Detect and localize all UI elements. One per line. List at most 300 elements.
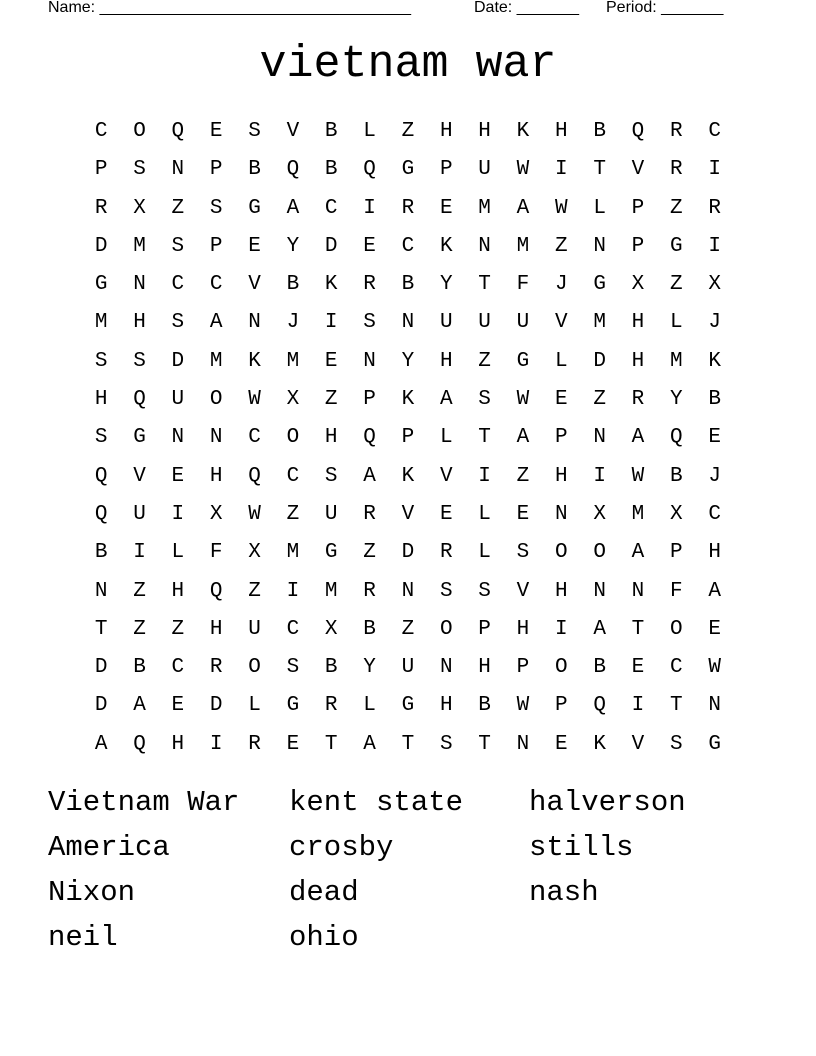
grid-letter[interactable]: Y	[401, 349, 415, 373]
grid-letter[interactable]: W	[631, 464, 645, 488]
grid-letter[interactable]: O	[439, 617, 453, 641]
grid-letter[interactable]: O	[593, 541, 606, 565]
grid-letter[interactable]: N	[708, 694, 721, 718]
grid-letter[interactable]: N	[478, 234, 491, 258]
grid-letter[interactable]: A	[516, 426, 530, 450]
grid-letter[interactable]: B	[248, 158, 261, 182]
word-list-item: kent state	[289, 786, 464, 819]
grid-letter[interactable]: V	[631, 158, 645, 182]
grid-letter[interactable]: Z	[401, 120, 415, 143]
grid-letter[interactable]: G	[248, 196, 261, 220]
grid-letter[interactable]: B	[708, 388, 721, 412]
grid-letter[interactable]: I	[133, 541, 146, 565]
grid-letter[interactable]: M	[516, 234, 530, 258]
grid-letter[interactable]: R	[670, 120, 683, 143]
grid-letter[interactable]: H	[554, 579, 568, 603]
word-list-item: neil	[48, 921, 118, 954]
grid-letter[interactable]: E	[439, 502, 453, 526]
grid-letter[interactable]: G	[324, 541, 338, 565]
grid-letter[interactable]: A	[516, 196, 530, 220]
grid-letter[interactable]: P	[554, 426, 568, 450]
grid-letter[interactable]: B	[133, 656, 146, 680]
grid-letter[interactable]: Q	[363, 158, 376, 182]
grid-letter[interactable]: H	[133, 311, 146, 335]
grid-letter[interactable]: Z	[516, 464, 530, 488]
grid-letter[interactable]: P	[401, 426, 415, 450]
grid-letter[interactable]: Q	[286, 158, 300, 182]
grid-letter[interactable]: C	[708, 502, 721, 526]
grid-letter[interactable]: O	[209, 388, 223, 412]
grid-letter[interactable]: Y	[286, 234, 300, 258]
grid-letter[interactable]: V	[439, 464, 453, 488]
grid-letter[interactable]: A	[439, 388, 453, 412]
grid-letter[interactable]: P	[631, 196, 645, 220]
grid-letter[interactable]: L	[439, 426, 453, 450]
grid-letter[interactable]: D	[94, 234, 108, 258]
grid-letter[interactable]: X	[133, 196, 146, 220]
grid-letter[interactable]: R	[363, 273, 376, 297]
grid-letter[interactable]: S	[248, 120, 261, 143]
grid-letter[interactable]: Z	[171, 196, 185, 220]
grid-letter[interactable]: Q	[133, 388, 146, 412]
grid-letter[interactable]: E	[708, 426, 721, 450]
grid-letter[interactable]: T	[94, 617, 108, 641]
grid-letter[interactable]: B	[593, 656, 606, 680]
grid-letter[interactable]: I	[708, 158, 721, 182]
grid-letter[interactable]: I	[363, 196, 376, 220]
grid-letter[interactable]: H	[554, 120, 568, 143]
grid-letter[interactable]: N	[363, 349, 376, 373]
grid-letter[interactable]: H	[478, 120, 491, 143]
grid-letter[interactable]: K	[401, 388, 415, 412]
grid-letter[interactable]: B	[324, 120, 338, 143]
grid-letter[interactable]: H	[439, 120, 453, 143]
grid-letter[interactable]: S	[133, 158, 146, 182]
grid-letter[interactable]: I	[554, 617, 568, 641]
grid-letter[interactable]: E	[708, 617, 721, 641]
grid-letter[interactable]: N	[209, 426, 223, 450]
period-field[interactable]: Period: _______	[606, 0, 724, 16]
grid-letter[interactable]: U	[133, 502, 146, 526]
grid-letter[interactable]: M	[286, 541, 300, 565]
grid-letter[interactable]: Q	[94, 502, 108, 526]
grid-letter[interactable]: A	[631, 426, 645, 450]
grid-letter[interactable]: H	[516, 617, 530, 641]
grid-letter[interactable]: R	[401, 196, 415, 220]
grid-letter[interactable]: N	[593, 234, 606, 258]
grid-letter[interactable]: Y	[363, 656, 376, 680]
grid-letter[interactable]: L	[478, 502, 491, 526]
grid-letter[interactable]: V	[554, 311, 568, 335]
grid-letter[interactable]: X	[631, 273, 645, 297]
grid-letter[interactable]: N	[554, 502, 568, 526]
grid-letter[interactable]: B	[286, 273, 300, 297]
grid-letter[interactable]: G	[94, 273, 108, 297]
grid-letter[interactable]: M	[478, 196, 491, 220]
grid-letter[interactable]: C	[401, 234, 415, 258]
grid-letter[interactable]: T	[478, 732, 491, 756]
grid-letter[interactable]: H	[324, 426, 338, 450]
grid-letter[interactable]: K	[248, 349, 261, 373]
grid-letter[interactable]: I	[554, 158, 568, 182]
grid-letter[interactable]: B	[401, 273, 415, 297]
grid-letter[interactable]: K	[401, 464, 415, 488]
grid-letter[interactable]: E	[439, 196, 453, 220]
grid-letter[interactable]: W	[248, 388, 261, 412]
grid-letter[interactable]: V	[286, 120, 300, 143]
grid-letter[interactable]: F	[209, 541, 223, 565]
grid-letter[interactable]: M	[209, 349, 223, 373]
grid-letter[interactable]: K	[324, 273, 338, 297]
grid-letter[interactable]: T	[478, 273, 491, 297]
grid-letter[interactable]: D	[94, 656, 108, 680]
grid-letter[interactable]: Z	[248, 579, 261, 603]
grid-letter[interactable]: P	[94, 158, 108, 182]
grid-letter[interactable]: X	[248, 541, 261, 565]
grid-letter[interactable]: C	[286, 464, 300, 488]
grid-letter[interactable]: V	[631, 732, 645, 756]
grid-letter[interactable]: Z	[670, 196, 683, 220]
grid-letter[interactable]: S	[439, 579, 453, 603]
grid-letter[interactable]: N	[593, 579, 606, 603]
grid-letter[interactable]: Q	[133, 732, 146, 756]
grid-letter[interactable]: N	[94, 579, 108, 603]
grid-row	[82, 151, 734, 189]
grid-letter[interactable]: E	[554, 388, 568, 412]
grid-letter[interactable]: I	[593, 464, 606, 488]
grid-letter[interactable]: Z	[401, 617, 415, 641]
grid-letter[interactable]: N	[439, 656, 453, 680]
grid-letter[interactable]: V	[401, 502, 415, 526]
grid-letter[interactable]: P	[478, 617, 491, 641]
grid-letter[interactable]: E	[554, 732, 568, 756]
grid-letter[interactable]: P	[670, 541, 683, 565]
grid-letter[interactable]: S	[439, 732, 453, 756]
grid-letter[interactable]: J	[708, 311, 721, 335]
grid-letter[interactable]: C	[324, 196, 338, 220]
grid-letter[interactable]: B	[478, 694, 491, 718]
grid-letter[interactable]: R	[708, 196, 721, 220]
grid-letter[interactable]: L	[363, 120, 376, 143]
grid-letter[interactable]: L	[248, 694, 261, 718]
grid-letter[interactable]: O	[554, 541, 568, 565]
grid-letter[interactable]: I	[286, 579, 300, 603]
grid-letter[interactable]: G	[708, 732, 721, 756]
grid-letter[interactable]: M	[286, 349, 300, 373]
grid-letter[interactable]: Q	[171, 120, 185, 143]
grid-letter[interactable]: Q	[248, 464, 261, 488]
grid-letter[interactable]: H	[439, 349, 453, 373]
grid-letter[interactable]: E	[171, 694, 185, 718]
grid-letter[interactable]: T	[631, 617, 645, 641]
grid-letter[interactable]: A	[286, 196, 300, 220]
grid-letter[interactable]: U	[478, 311, 491, 335]
grid-letter[interactable]: W	[516, 694, 530, 718]
grid-letter[interactable]: O	[554, 656, 568, 680]
grid-letter[interactable]: O	[286, 426, 300, 450]
grid-letter[interactable]: P	[209, 158, 223, 182]
grid-letter[interactable]: E	[248, 234, 261, 258]
grid-letter[interactable]: D	[593, 349, 606, 373]
grid-letter[interactable]: H	[708, 541, 721, 565]
grid-letter[interactable]: K	[593, 732, 606, 756]
grid-letter[interactable]: A	[133, 694, 146, 718]
grid-letter[interactable]: F	[670, 579, 683, 603]
grid-letter[interactable]: C	[94, 120, 108, 143]
name-field[interactable]: Name: ___________________________________	[48, 0, 412, 16]
grid-letter[interactable]: Z	[133, 579, 146, 603]
grid-letter[interactable]: Z	[133, 617, 146, 641]
grid-letter[interactable]: P	[209, 234, 223, 258]
grid-letter[interactable]: B	[94, 541, 108, 565]
grid-letter[interactable]: G	[401, 158, 415, 182]
grid-letter[interactable]: O	[133, 120, 146, 143]
grid-letter[interactable]: I	[209, 732, 223, 756]
grid-letter[interactable]: Q	[593, 694, 606, 718]
grid-letter[interactable]: N	[248, 311, 261, 335]
grid-letter[interactable]: C	[708, 120, 721, 143]
grid-letter[interactable]: S	[478, 388, 491, 412]
grid-letter[interactable]: G	[516, 349, 530, 373]
grid-letter[interactable]: K	[708, 349, 721, 373]
grid-letter[interactable]: Z	[363, 541, 376, 565]
grid-letter[interactable]: U	[516, 311, 530, 335]
grid-letter[interactable]: Z	[171, 617, 185, 641]
grid-letter[interactable]: W	[516, 158, 530, 182]
grid-letter[interactable]: C	[209, 273, 223, 297]
grid-letter[interactable]: X	[670, 502, 683, 526]
grid-letter[interactable]: I	[478, 464, 491, 488]
grid-letter[interactable]: R	[94, 196, 108, 220]
grid-letter[interactable]: C	[171, 273, 185, 297]
grid-letter[interactable]: U	[478, 158, 491, 182]
date-field[interactable]: Date: _______	[474, 0, 579, 16]
grid-letter[interactable]: H	[631, 311, 645, 335]
grid-letter[interactable]: Z	[286, 502, 300, 526]
grid-letter[interactable]: M	[670, 349, 683, 373]
grid-letter[interactable]: S	[670, 732, 683, 756]
grid-letter[interactable]: N	[401, 579, 415, 603]
grid-letter[interactable]: C	[248, 426, 261, 450]
grid-letter[interactable]: M	[593, 311, 606, 335]
grid-letter[interactable]: P	[554, 694, 568, 718]
grid-letter[interactable]: L	[670, 311, 683, 335]
grid-letter[interactable]: H	[478, 656, 491, 680]
grid-letter[interactable]: Q	[670, 426, 683, 450]
grid-letter[interactable]: T	[593, 158, 606, 182]
grid-letter[interactable]: G	[670, 234, 683, 258]
grid-letter[interactable]: R	[670, 158, 683, 182]
grid-letter[interactable]: D	[324, 234, 338, 258]
grid-letter[interactable]: E	[286, 732, 300, 756]
grid-letter[interactable]: S	[171, 234, 185, 258]
grid-letter[interactable]: B	[363, 617, 376, 641]
grid-letter[interactable]: M	[324, 579, 338, 603]
grid-letter[interactable]: U	[324, 502, 338, 526]
grid-letter[interactable]: N	[631, 579, 645, 603]
grid-letter[interactable]: D	[209, 694, 223, 718]
grid-letter[interactable]: P	[631, 234, 645, 258]
grid-letter[interactable]: W	[554, 196, 568, 220]
grid-letter[interactable]: M	[631, 502, 645, 526]
grid-letter[interactable]: P	[516, 656, 530, 680]
grid-letter[interactable]: P	[439, 158, 453, 182]
grid-letter[interactable]: Y	[670, 388, 683, 412]
grid-letter[interactable]: V	[133, 464, 146, 488]
grid-letter[interactable]: Q	[631, 120, 645, 143]
grid-letter[interactable]: A	[363, 464, 376, 488]
grid-letter[interactable]: H	[209, 617, 223, 641]
grid-letter[interactable]: D	[401, 541, 415, 565]
grid-letter[interactable]: Y	[439, 273, 453, 297]
grid-letter[interactable]: Q	[94, 464, 108, 488]
grid-letter[interactable]: N	[171, 426, 185, 450]
grid-letter[interactable]: H	[209, 464, 223, 488]
grid-row	[82, 419, 734, 457]
grid-letter[interactable]: L	[363, 694, 376, 718]
grid-letter[interactable]: J	[708, 464, 721, 488]
grid-letter[interactable]: P	[363, 388, 376, 412]
grid-letter[interactable]: Q	[363, 426, 376, 450]
grid-letter[interactable]: U	[171, 388, 185, 412]
grid-letter[interactable]: H	[631, 349, 645, 373]
grid-letter[interactable]: S	[363, 311, 376, 335]
grid-letter[interactable]: Z	[593, 388, 606, 412]
grid-letter[interactable]: D	[171, 349, 185, 373]
grid-row	[82, 381, 734, 419]
grid-letter[interactable]: H	[94, 388, 108, 412]
grid-letter[interactable]: R	[631, 388, 645, 412]
grid-letter[interactable]: R	[363, 579, 376, 603]
grid-letter[interactable]: C	[670, 656, 683, 680]
grid-letter[interactable]: H	[171, 579, 185, 603]
grid-letter[interactable]: I	[324, 311, 338, 335]
grid-letter[interactable]: I	[708, 234, 721, 258]
grid-letter[interactable]: N	[171, 158, 185, 182]
grid-letter[interactable]: M	[94, 311, 108, 335]
grid-letter[interactable]: H	[439, 694, 453, 718]
grid-letter[interactable]: S	[324, 464, 338, 488]
grid-letter[interactable]: L	[554, 349, 568, 373]
grid-letter[interactable]: I	[171, 502, 185, 526]
grid-letter[interactable]: C	[171, 656, 185, 680]
grid-letter[interactable]: V	[248, 273, 261, 297]
grid-letter[interactable]: A	[209, 311, 223, 335]
grid-letter[interactable]: Z	[324, 388, 338, 412]
grid-letter[interactable]: N	[133, 273, 146, 297]
grid-letter[interactable]: D	[94, 694, 108, 718]
grid-letter[interactable]: R	[209, 656, 223, 680]
grid-letter[interactable]: I	[631, 694, 645, 718]
grid-letter[interactable]: E	[324, 349, 338, 373]
grid-letter[interactable]: G	[286, 694, 300, 718]
grid-letter[interactable]: U	[248, 617, 261, 641]
grid-letter[interactable]: A	[593, 617, 606, 641]
grid-letter[interactable]: Z	[554, 234, 568, 258]
grid-letter[interactable]: X	[286, 388, 300, 412]
grid-letter[interactable]: E	[516, 502, 530, 526]
grid-letter[interactable]: G	[133, 426, 146, 450]
grid-letter[interactable]: T	[670, 694, 683, 718]
grid-letter[interactable]: B	[324, 158, 338, 182]
grid-letter[interactable]: W	[516, 388, 530, 412]
grid-letter[interactable]: T	[401, 732, 415, 756]
grid-letter[interactable]: N	[516, 732, 530, 756]
grid-letter[interactable]: H	[171, 732, 185, 756]
grid-letter[interactable]: R	[324, 694, 338, 718]
grid-letter[interactable]: K	[439, 234, 453, 258]
grid-letter[interactable]: R	[439, 541, 453, 565]
grid-letter[interactable]: J	[286, 311, 300, 335]
grid-letter[interactable]: R	[363, 502, 376, 526]
word-list-item: halverson	[529, 786, 686, 819]
grid-letter[interactable]: S	[94, 349, 108, 373]
grid-letter[interactable]: W	[708, 656, 721, 680]
grid-letter[interactable]: W	[248, 502, 261, 526]
grid-letter[interactable]: B	[670, 464, 683, 488]
grid-letter[interactable]: X	[324, 617, 338, 641]
grid-letter[interactable]: B	[324, 656, 338, 680]
grid-letter[interactable]: S	[478, 579, 491, 603]
grid-letter[interactable]: A	[708, 579, 721, 603]
grid-letter[interactable]: L	[171, 541, 185, 565]
grid-letter[interactable]: T	[478, 426, 491, 450]
grid-letter[interactable]: S	[133, 349, 146, 373]
grid-letter[interactable]: S	[209, 196, 223, 220]
puzzle-title: vietnam war	[259, 39, 557, 90]
grid-letter[interactable]: X	[209, 502, 223, 526]
grid-letter[interactable]: E	[631, 656, 645, 680]
word-list-item: stills	[529, 831, 634, 864]
grid-letter[interactable]: X	[593, 502, 606, 526]
grid-letter[interactable]: J	[554, 273, 568, 297]
grid-letter[interactable]: A	[363, 732, 376, 756]
grid-letter[interactable]: Z	[670, 273, 683, 297]
grid-letter[interactable]: F	[516, 273, 530, 297]
grid-letter[interactable]: S	[516, 541, 530, 565]
grid-letter[interactable]: S	[94, 426, 108, 450]
grid-letter[interactable]: R	[248, 732, 261, 756]
grid-letter[interactable]: K	[516, 120, 530, 143]
grid-letter[interactable]: T	[324, 732, 338, 756]
grid-letter[interactable]: O	[670, 617, 683, 641]
grid-letter[interactable]: Z	[478, 349, 491, 373]
grid-letter[interactable]: U	[401, 656, 415, 680]
grid-letter[interactable]: N	[401, 311, 415, 335]
grid-letter[interactable]: Q	[209, 579, 223, 603]
grid-letter[interactable]: M	[133, 234, 146, 258]
grid-letter[interactable]: A	[94, 732, 108, 756]
grid-letter[interactable]: B	[593, 120, 606, 143]
grid-letter[interactable]: C	[286, 617, 300, 641]
grid-letter[interactable]: X	[708, 273, 721, 297]
grid-letter[interactable]: S	[171, 311, 185, 335]
grid-letter[interactable]: G	[401, 694, 415, 718]
grid-letter[interactable]: H	[554, 464, 568, 488]
grid-letter[interactable]: E	[209, 120, 223, 143]
grid-letter[interactable]: S	[286, 656, 300, 680]
grid-letter[interactable]: N	[593, 426, 606, 450]
grid-letter[interactable]: V	[516, 579, 530, 603]
grid-letter[interactable]: O	[248, 656, 261, 680]
grid-letter[interactable]: A	[631, 541, 645, 565]
grid-letter[interactable]: U	[439, 311, 453, 335]
grid-letter[interactable]: E	[171, 464, 185, 488]
grid-letter[interactable]: L	[593, 196, 606, 220]
grid-letter[interactable]: L	[478, 541, 491, 565]
grid-letter[interactable]: G	[593, 273, 606, 297]
grid-letter[interactable]: E	[363, 234, 376, 258]
